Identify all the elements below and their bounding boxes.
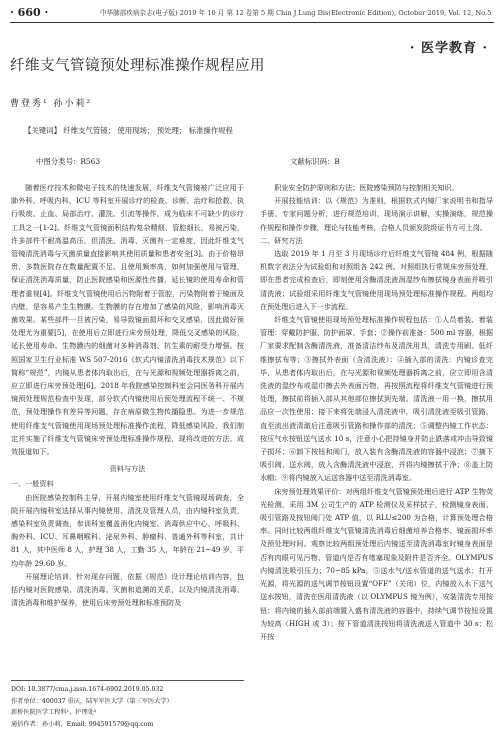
body-paragraph: 纤维支气管镜使用现场预处理标准操作规程包括：①人员着装、着装管理：穿戴防护服、防护面罩、手套；②操作前准备：500 ml 容器，根据厂家要求配制含酶清洗液，准备清洁纱布及清洗用具，清洗专用刷、低纤维擦拭布等；③擦拭外表面（含清洗液）：④插入部的清洗：内镜诊查完毕，从患者体内取出后，在与光源和视频处理器拆离之前，应立即用含清洗液的湿纱布或湿巾擦去外表面污物，再按照流程将纤维支气管镜进行预处理，擦拭前将插入部从其他部位擦拭到先端。清洗液一用一换，擦拭用品应一次性使用；接下来将先端浸入清洗液中，吸引清洗液至吸引管路，直至流出液清澈后注意吸引管路和操作部的清洗；⑤调整内镜工作状态：按压气水按钮送气送水 10 s，注意小心把持镜身并防止跌落或冲击导致镜子损坏；⑥卸下按钮和阀门，放入装有含酶清洗液的容器中浸泡；⑦摘下吸引阀、送水阀，放入含酶清洗液中浸泡，并将内镜擦拭干净；⑧盖上防水帽；⑨将内镜放入运送容器中送至清洗消毒室。 (260, 315, 493, 483)
document-code: 文献标识码：B (290, 157, 340, 166)
doi: DOI: 10.3877/cma.j.issn.1674-6902.2019.05.032 (11, 686, 164, 693)
affiliation: 作者单位：400037 重庆，陆军军医大学（第三军医大学） (11, 697, 173, 705)
journal-line: 中华肺部疾病杂志(电子版) 2019 年 10 月 第 12 卷第 5 期 Chin J Lung Dis(Electronic Edition), October 2019, Vol. 12, No.5 (100, 9, 492, 17)
header-rule (10, 22, 494, 23)
body-paragraph: 由医院感染控制科主导，开展内镜室使用纤维支气管镜现场调查，全院开展内镜科室选择从事内镜使用、清洗及管理人员，由内镜科室负责，感染科室负责调查，参训科室覆盖消化内镜室、消毒供应中心、呼吸科、胸外科、ICU、耳鼻咽喉科、泌尿外科、肿瘤科、普通外科等科室，共计 81 人，其中医师 8 人，护理 38 人，工勤 35 人，年龄在 21~49 岁，平均年龄 29.60 岁。 (11, 492, 244, 568)
footnote (11, 680, 244, 730)
body-paragraph: 选取 2019 年 1 月至 3 月现场诊疗后纤维支气管镜 484 例，根据随机数字表法分为试验组和对照组各 242 例。对照组执行常规床旁预处理，即在患者完成检查后，即刻使用含酶清洗液润湿纱布擦拭镜身表面并吸引清洗液；试验组采用纤维支气管镜使用现场预处理标准操作规程。两组均在预处理后进入下一步流程。 (260, 249, 493, 311)
page-number: · 660 · (10, 6, 49, 19)
left-column (11, 181, 244, 610)
article-title: 纤维支气管镜预处理标准操作规程应用 (10, 58, 265, 74)
authors: 曹登秀¹ 孙小莉² (10, 99, 93, 109)
corresponding-author: 通信作者：孙小莉，Email: 994591579@qq.com (11, 720, 154, 728)
affiliation-dept: 新桥医院医学工程科¹，护理处² (11, 709, 97, 716)
intro-paragraph: 随着医疗技术和微电子技术的快速发展，纤维支气管镜被广泛应用于肺外科、呼吸内科、ICU 等科室开展诊疗的检查、诊断、治疗和抢救、执行吸痰、止血、局部治疗、灌洗、引流等操作，成为临床不可缺少的诊疗工具之一[1-2]。纤维支气管镜面积结构复杂精细、管腔细长，易被污染，许多部件不耐高温高压，但清洗、消毒、灭菌有一定难度，因此纤维支气管镜清洗消毒与灭菌质量直接影响其使用质量和患者安全[3]。由于价格昂贵，多数医院存在数量配置不足、且使用频率高，如何加强使用与管理，保证清洗消毒质量，防止医院感染和医源性传播，延长镜的使用寿命和管理者重视[4]。纤维支气管镜使用后污物附着于管腔，污染物附着于镜面及内壁，是容易产生生物膜。生物膜的存在增加了感染的风险，影响消毒灭菌效果。某些部件一旦被污染，易导致镜面损坏和交叉感染，因此做好预处理尤为重要[5]，在使用后立即进行床旁预处理，降低交叉感染的风险，延长使用寿命。生物膜内的细菌对多种消毒剂、抗生素的耐受力增强。按照国家卫生行业标准 WS 507-2016《软式内镜清洗消毒技术规范》以下简称“规范”，内镜从患者体内取出后，在与光源和视频处理器拆离之前，应立即进行床旁预处理[6]。2018 年我院感染控制科室会同医务科开展内镜预处理规范检查中发现，部分软式内镜使用后预处理流程不统一、不规范，预处理操作有差异等问题，存在病原微生物传播隐患。为进一步规范使用纤维支气管镜使用现场预处理标准操作流程，降低感染风险，我们制定并实施了纤维支气管镜床旁预处理标准操作规程，现将改进的方法、成效报道如下。 (11, 183, 244, 457)
section-heading: 资料与方法 (109, 464, 146, 474)
body-paragraph: 开展技能培训：以《规范》为准则，根据软式内镜厂家说明书和指导手册，专家问题分析，进行规范培训，现场演示讲解，实操演练，规范操作规程和操作步骤，理论与技能考核，合格人员颁发院级证书方可上岗。 (260, 196, 493, 232)
page-header (0, 6, 502, 22)
subsection-heading: 一、一般资料 (11, 479, 54, 489)
clc-number: 中图分类号：R563 (36, 157, 101, 166)
body-paragraph: 职业安全防护原则和方法；医院感染预防与控制相关知识。 (274, 183, 459, 192)
body-paragraph: 开展理论培训，针对现存问题，依据《规范》设计理论培训内容，包括内镜对医院感染、清洗消毒、灭菌和追溯的关系，以及内镜清洗消毒、清洗消毒和维护保养，使用后床旁预处理和标准预防及 (11, 571, 244, 608)
right-column (260, 181, 493, 643)
subsection-heading: 二、研究方法 (260, 235, 303, 245)
body-paragraph: 床旁预处理效果评价：对两组纤维支气管镜预处理后进行 ATP 生物荧光检测，采用 3M 公司生产的 ATP 检测仪及采样拭子，检测镜身表面、吸引管路及按钮阀门处 ATP 值，以 RLU≤200 为合格，计算预处理合格率。同时比较两组纤维支气管镜清洗消毒后细菌培养合格率、镜面损坏率及预处理时间。观察比较两组预处理后内镜送至清洗消毒室时镜身表面是否有肉眼可见污物、管道内是否有堵塞现象及附件是否齐全。OLYMPUS 内镜清洗吸引压力；70~85 kPa，⑤送水气/送水管道的送气送水；打开光源，将光源的送气调节按钮设置“OFF”（关闭）位，内镜放入水下送气送水按钮，清洗在医用清洗液（以 OLYMPUS 镜为例），安装清洗专用按钮；将内镜的插入部前端置入盛有清洗液的容器中，持续气调节按钮设置为较高（HIGH 或 3）；按下管道清洗按钮将清洗液送入管道中 30 s；松开按 (260, 486, 493, 641)
keywords: 【关键词】 纤维支气管镜； 使用现场； 预处理； 标准操作规程 (24, 126, 233, 135)
section-label: · 医学教育 · (409, 41, 488, 56)
